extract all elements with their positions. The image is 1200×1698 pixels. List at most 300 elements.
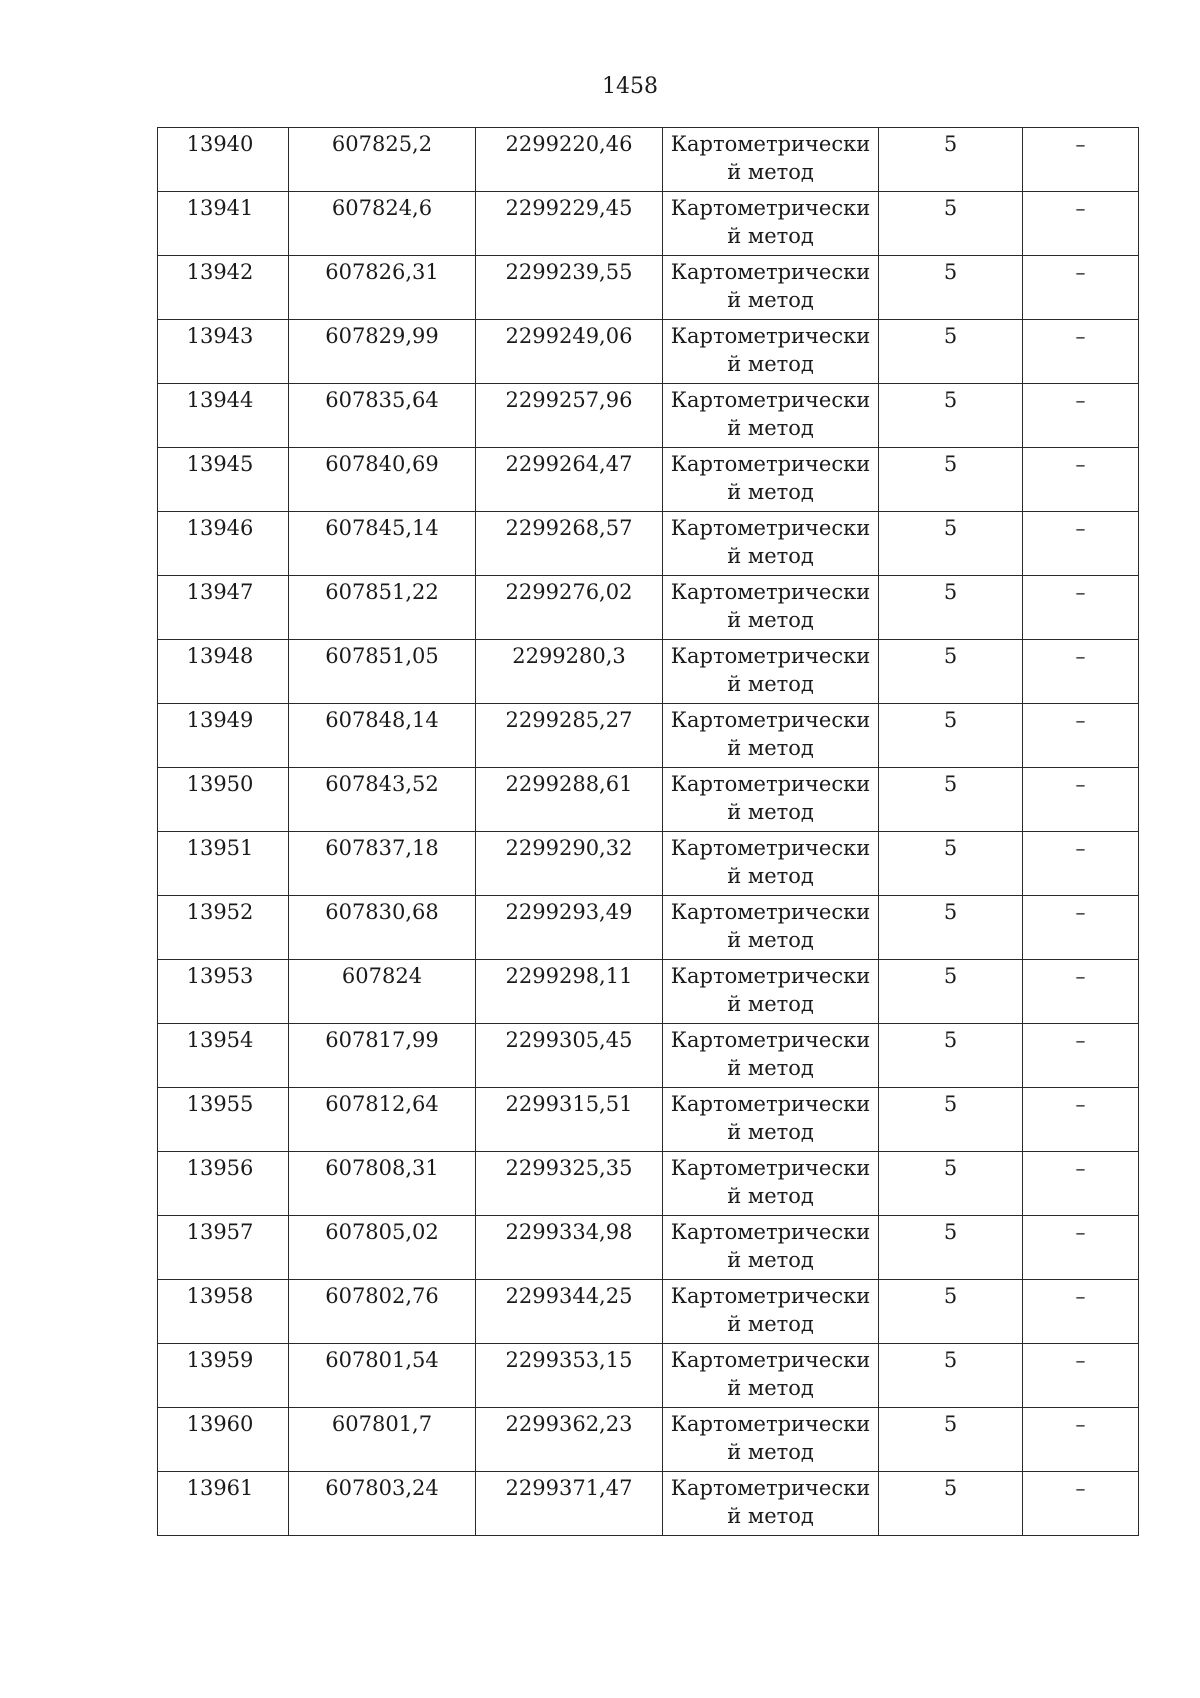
point-number-cell	[158, 1088, 289, 1152]
note-cell-text: –	[1075, 1412, 1086, 1436]
method-line-2: й метод	[727, 1056, 814, 1080]
y-coordinate-cell-text: 2299285,27	[505, 708, 633, 732]
accuracy-cell	[879, 704, 1023, 768]
accuracy-cell-text: 5	[943, 260, 958, 284]
table-row	[158, 576, 1139, 640]
point-number-cell-text: 13946	[186, 516, 254, 540]
note-cell-text: –	[1075, 516, 1086, 540]
method-text	[663, 1472, 878, 1530]
note-cell-text: –	[1075, 452, 1086, 476]
note-cell	[1023, 256, 1139, 320]
x-coordinate-cell-text: 607824,6	[331, 196, 433, 220]
note-cell	[1023, 384, 1139, 448]
note-cell	[1023, 128, 1139, 192]
method-text	[663, 320, 878, 378]
method-text	[663, 640, 878, 698]
method-line-2: й метод	[727, 928, 814, 952]
method-line-1: Картометрически	[670, 388, 871, 412]
method-text	[663, 1152, 878, 1210]
note-cell	[1023, 1344, 1139, 1408]
y-coordinate-cell-text: 2299344,25	[505, 1284, 633, 1308]
method-text	[663, 960, 878, 1018]
y-coordinate-cell-text: 2299264,47	[505, 452, 633, 476]
table-row	[158, 448, 1139, 512]
note-cell	[1023, 512, 1139, 576]
method-text	[663, 512, 878, 570]
table-row	[158, 192, 1139, 256]
point-number-cell	[158, 448, 289, 512]
y-coordinate-cell	[476, 704, 663, 768]
x-coordinate-cell	[289, 1472, 476, 1536]
method-cell	[663, 704, 879, 768]
y-coordinate-cell	[476, 1088, 663, 1152]
method-cell	[663, 768, 879, 832]
method-line-2: й метод	[727, 160, 814, 184]
accuracy-cell-text: 5	[943, 964, 958, 988]
point-number-cell	[158, 1216, 289, 1280]
method-line-2: й метод	[727, 864, 814, 888]
method-text	[663, 256, 878, 314]
y-coordinate-cell-text: 2299239,55	[505, 260, 633, 284]
accuracy-cell	[879, 1408, 1023, 1472]
point-number-cell	[158, 960, 289, 1024]
note-cell-text: –	[1075, 1348, 1086, 1372]
method-line-2: й метод	[727, 352, 814, 376]
x-coordinate-cell-text: 607802,76	[325, 1284, 439, 1308]
method-line-2: й метод	[727, 992, 814, 1016]
table-row	[158, 1344, 1139, 1408]
note-cell-text: –	[1075, 132, 1086, 156]
method-text	[663, 704, 878, 762]
method-line-2: й метод	[727, 1184, 814, 1208]
note-cell	[1023, 192, 1139, 256]
point-number-cell	[158, 576, 289, 640]
point-number-cell-text: 13961	[186, 1476, 254, 1500]
x-coordinate-cell	[289, 320, 476, 384]
method-line-1: Картометрически	[670, 1412, 871, 1436]
accuracy-cell	[879, 256, 1023, 320]
point-number-cell-text: 13959	[186, 1348, 254, 1372]
y-coordinate-cell-text: 2299334,98	[505, 1220, 633, 1244]
y-coordinate-cell	[476, 576, 663, 640]
x-coordinate-cell	[289, 768, 476, 832]
note-cell-text: –	[1075, 388, 1086, 412]
method-line-2: й метод	[727, 1312, 814, 1336]
method-line-2: й метод	[727, 1248, 814, 1272]
y-coordinate-cell-text: 2299325,35	[505, 1156, 633, 1180]
x-coordinate-cell-text: 607843,52	[325, 772, 439, 796]
coordinates-table	[157, 127, 1139, 1536]
x-coordinate-cell-text: 607845,14	[325, 516, 439, 540]
method-line-2: й метод	[727, 544, 814, 568]
accuracy-cell-text: 5	[943, 644, 958, 668]
x-coordinate-cell-text: 607848,14	[325, 708, 439, 732]
method-cell	[663, 576, 879, 640]
method-cell	[663, 1280, 879, 1344]
x-coordinate-cell	[289, 1408, 476, 1472]
method-line-2: й метод	[727, 288, 814, 312]
method-cell	[663, 512, 879, 576]
point-number-cell	[158, 1344, 289, 1408]
method-text	[663, 1280, 878, 1338]
accuracy-cell-text: 5	[943, 388, 958, 412]
accuracy-cell	[879, 1472, 1023, 1536]
x-coordinate-cell	[289, 576, 476, 640]
y-coordinate-cell-text: 2299257,96	[505, 388, 633, 412]
accuracy-cell-text: 5	[943, 1092, 958, 1116]
accuracy-cell	[879, 1216, 1023, 1280]
note-cell	[1023, 1408, 1139, 1472]
table-row	[158, 1088, 1139, 1152]
x-coordinate-cell	[289, 1152, 476, 1216]
x-coordinate-cell-text: 607851,22	[325, 580, 439, 604]
method-line-2: й метод	[727, 416, 814, 440]
method-line-2: й метод	[727, 1120, 814, 1144]
x-coordinate-cell	[289, 128, 476, 192]
method-cell	[663, 320, 879, 384]
x-coordinate-cell-text: 607801,54	[325, 1348, 439, 1372]
x-coordinate-cell-text: 607837,18	[325, 836, 439, 860]
y-coordinate-cell-text: 2299276,02	[505, 580, 633, 604]
note-cell	[1023, 960, 1139, 1024]
note-cell-text: –	[1075, 644, 1086, 668]
method-line-2: й метод	[727, 224, 814, 248]
accuracy-cell-text: 5	[943, 132, 958, 156]
method-cell	[663, 640, 879, 704]
method-line-1: Картометрически	[670, 516, 871, 540]
accuracy-cell	[879, 896, 1023, 960]
x-coordinate-cell-text: 607808,31	[325, 1156, 439, 1180]
accuracy-cell	[879, 640, 1023, 704]
accuracy-cell-text: 5	[943, 900, 958, 924]
accuracy-cell-text: 5	[943, 196, 958, 220]
point-number-cell-text: 13949	[186, 708, 254, 732]
note-cell-text: –	[1075, 1476, 1086, 1500]
point-number-cell-text: 13954	[186, 1028, 254, 1052]
point-number-cell-text: 13941	[186, 196, 254, 220]
note-cell	[1023, 1024, 1139, 1088]
method-cell	[663, 832, 879, 896]
y-coordinate-cell	[476, 1344, 663, 1408]
method-cell	[663, 192, 879, 256]
x-coordinate-cell	[289, 832, 476, 896]
x-coordinate-cell	[289, 448, 476, 512]
note-cell	[1023, 704, 1139, 768]
note-cell-text: –	[1075, 1284, 1086, 1308]
y-coordinate-cell-text: 2299229,45	[505, 196, 633, 220]
accuracy-cell	[879, 448, 1023, 512]
method-line-1: Картометрически	[670, 1156, 871, 1180]
point-number-cell-text: 13944	[186, 388, 254, 412]
method-line-1: Картометрически	[670, 1476, 871, 1500]
method-cell	[663, 1344, 879, 1408]
y-coordinate-cell	[476, 896, 663, 960]
table-row	[158, 1152, 1139, 1216]
table-row	[158, 384, 1139, 448]
point-number-cell-text: 13950	[186, 772, 254, 796]
accuracy-cell	[879, 320, 1023, 384]
method-line-1: Картометрически	[670, 324, 871, 348]
point-number-cell	[158, 896, 289, 960]
accuracy-cell-text: 5	[943, 708, 958, 732]
y-coordinate-cell	[476, 256, 663, 320]
point-number-cell	[158, 832, 289, 896]
note-cell-text: –	[1075, 324, 1086, 348]
note-cell	[1023, 1152, 1139, 1216]
note-cell-text: –	[1075, 708, 1086, 732]
table-row	[158, 1216, 1139, 1280]
method-line-2: й метод	[727, 1376, 814, 1400]
method-line-2: й метод	[727, 1504, 814, 1528]
method-text	[663, 128, 878, 186]
y-coordinate-cell-text: 2299293,49	[505, 900, 633, 924]
note-cell-text: –	[1075, 964, 1086, 988]
y-coordinate-cell-text: 2299280,3	[512, 644, 626, 668]
note-cell-text: –	[1075, 1092, 1086, 1116]
x-coordinate-cell-text: 607851,05	[325, 644, 439, 668]
note-cell	[1023, 640, 1139, 704]
accuracy-cell	[879, 512, 1023, 576]
x-coordinate-cell-text: 607830,68	[325, 900, 439, 924]
point-number-cell-text: 13958	[186, 1284, 254, 1308]
y-coordinate-cell	[476, 1216, 663, 1280]
point-number-cell	[158, 384, 289, 448]
method-text	[663, 384, 878, 442]
y-coordinate-cell	[476, 1152, 663, 1216]
accuracy-cell	[879, 192, 1023, 256]
method-text	[663, 1024, 878, 1082]
y-coordinate-cell	[476, 1280, 663, 1344]
table-row	[158, 1280, 1139, 1344]
method-cell	[663, 1216, 879, 1280]
method-line-1: Картометрически	[670, 1220, 871, 1244]
x-coordinate-cell-text: 607840,69	[325, 452, 439, 476]
y-coordinate-cell	[476, 960, 663, 1024]
table-row	[158, 256, 1139, 320]
y-coordinate-cell-text: 2299305,45	[505, 1028, 633, 1052]
method-line-1: Картометрически	[670, 132, 871, 156]
x-coordinate-cell-text: 607835,64	[325, 388, 439, 412]
table-row	[158, 640, 1139, 704]
method-line-1: Картометрически	[670, 772, 871, 796]
note-cell-text: –	[1075, 196, 1086, 220]
method-text	[663, 1216, 878, 1274]
y-coordinate-cell	[476, 1408, 663, 1472]
method-line-2: й метод	[727, 736, 814, 760]
y-coordinate-cell	[476, 1024, 663, 1088]
y-coordinate-cell	[476, 128, 663, 192]
method-line-1: Картометрически	[670, 836, 871, 860]
method-cell	[663, 960, 879, 1024]
x-coordinate-cell	[289, 384, 476, 448]
method-line-1: Картометрически	[670, 1348, 871, 1372]
y-coordinate-cell-text: 2299353,15	[505, 1348, 633, 1372]
method-line-1: Картометрически	[670, 260, 871, 284]
x-coordinate-cell	[289, 704, 476, 768]
note-cell-text: –	[1075, 900, 1086, 924]
table-row	[158, 1408, 1139, 1472]
note-cell-text: –	[1075, 1156, 1086, 1180]
method-text	[663, 1088, 878, 1146]
table-row	[158, 768, 1139, 832]
point-number-cell-text: 13952	[186, 900, 254, 924]
y-coordinate-cell	[476, 192, 663, 256]
y-coordinate-cell-text: 2299290,32	[505, 836, 633, 860]
page-number: 1458	[602, 74, 658, 99]
method-text	[663, 768, 878, 826]
y-coordinate-cell	[476, 448, 663, 512]
point-number-cell	[158, 768, 289, 832]
y-coordinate-cell	[476, 640, 663, 704]
x-coordinate-cell	[289, 1280, 476, 1344]
table-body	[158, 128, 1139, 1536]
note-cell-text: –	[1075, 1028, 1086, 1052]
note-cell	[1023, 576, 1139, 640]
accuracy-cell	[879, 960, 1023, 1024]
point-number-cell	[158, 192, 289, 256]
accuracy-cell	[879, 576, 1023, 640]
point-number-cell-text: 13942	[186, 260, 254, 284]
method-text	[663, 832, 878, 890]
method-line-1: Картометрически	[670, 644, 871, 668]
table-row	[158, 512, 1139, 576]
y-coordinate-cell	[476, 1472, 663, 1536]
point-number-cell	[158, 1152, 289, 1216]
x-coordinate-cell	[289, 256, 476, 320]
method-cell	[663, 1024, 879, 1088]
accuracy-cell	[879, 1344, 1023, 1408]
table-row	[158, 960, 1139, 1024]
x-coordinate-cell	[289, 1344, 476, 1408]
accuracy-cell	[879, 1088, 1023, 1152]
y-coordinate-cell-text: 2299298,11	[505, 964, 633, 988]
point-number-cell	[158, 128, 289, 192]
y-coordinate-cell	[476, 384, 663, 448]
accuracy-cell-text: 5	[943, 1348, 958, 1372]
point-number-cell-text: 13947	[186, 580, 254, 604]
x-coordinate-cell	[289, 640, 476, 704]
table-row	[158, 1472, 1139, 1536]
accuracy-cell-text: 5	[943, 516, 958, 540]
x-coordinate-cell-text: 607825,2	[331, 132, 433, 156]
accuracy-cell	[879, 384, 1023, 448]
y-coordinate-cell	[476, 768, 663, 832]
method-line-1: Картометрически	[670, 900, 871, 924]
method-cell	[663, 1408, 879, 1472]
note-cell-text: –	[1075, 836, 1086, 860]
x-coordinate-cell	[289, 1088, 476, 1152]
point-number-cell-text: 13953	[186, 964, 254, 988]
x-coordinate-cell-text: 607824	[341, 964, 423, 988]
accuracy-cell-text: 5	[943, 1284, 958, 1308]
y-coordinate-cell-text: 2299362,23	[505, 1412, 633, 1436]
accuracy-cell	[879, 1152, 1023, 1216]
x-coordinate-cell	[289, 192, 476, 256]
table-row	[158, 128, 1139, 192]
accuracy-cell-text: 5	[943, 1156, 958, 1180]
method-text	[663, 1408, 878, 1466]
point-number-cell-text: 13940	[186, 132, 254, 156]
point-number-cell	[158, 1472, 289, 1536]
method-line-1: Картометрически	[670, 1028, 871, 1052]
accuracy-cell	[879, 832, 1023, 896]
point-number-cell	[158, 512, 289, 576]
accuracy-cell-text: 5	[943, 580, 958, 604]
x-coordinate-cell-text: 607812,64	[325, 1092, 439, 1116]
method-cell	[663, 256, 879, 320]
accuracy-cell-text: 5	[943, 1412, 958, 1436]
note-cell-text: –	[1075, 1220, 1086, 1244]
point-number-cell	[158, 1024, 289, 1088]
note-cell	[1023, 1088, 1139, 1152]
point-number-cell-text: 13943	[186, 324, 254, 348]
x-coordinate-cell	[289, 1216, 476, 1280]
note-cell	[1023, 1216, 1139, 1280]
note-cell	[1023, 1280, 1139, 1344]
accuracy-cell-text: 5	[943, 1476, 958, 1500]
method-text	[663, 192, 878, 250]
y-coordinate-cell	[476, 512, 663, 576]
x-coordinate-cell-text: 607817,99	[325, 1028, 439, 1052]
point-number-cell	[158, 320, 289, 384]
accuracy-cell-text: 5	[943, 1220, 958, 1244]
note-cell	[1023, 768, 1139, 832]
method-line-1: Картометрически	[670, 196, 871, 220]
x-coordinate-cell-text: 607805,02	[325, 1220, 439, 1244]
table-row	[158, 320, 1139, 384]
note-cell-text: –	[1075, 772, 1086, 796]
method-text	[663, 1344, 878, 1402]
method-line-1: Картометрически	[670, 452, 871, 476]
accuracy-cell-text: 5	[943, 452, 958, 476]
table-row	[158, 704, 1139, 768]
accuracy-cell-text: 5	[943, 324, 958, 348]
method-line-1: Картометрически	[670, 1284, 871, 1308]
y-coordinate-cell-text: 2299249,06	[505, 324, 633, 348]
point-number-cell	[158, 1408, 289, 1472]
x-coordinate-cell-text: 607829,99	[325, 324, 439, 348]
point-number-cell	[158, 640, 289, 704]
method-text	[663, 896, 878, 954]
note-cell	[1023, 448, 1139, 512]
point-number-cell	[158, 1280, 289, 1344]
x-coordinate-cell-text: 607826,31	[325, 260, 439, 284]
x-coordinate-cell	[289, 896, 476, 960]
note-cell-text: –	[1075, 580, 1086, 604]
point-number-cell-text: 13955	[186, 1092, 254, 1116]
x-coordinate-cell-text: 607801,7	[331, 1412, 433, 1436]
accuracy-cell-text: 5	[943, 772, 958, 796]
note-cell	[1023, 1472, 1139, 1536]
method-cell	[663, 896, 879, 960]
point-number-cell	[158, 704, 289, 768]
accuracy-cell	[879, 128, 1023, 192]
method-cell	[663, 1152, 879, 1216]
method-line-1: Картометрически	[670, 708, 871, 732]
table-row	[158, 896, 1139, 960]
accuracy-cell-text: 5	[943, 1028, 958, 1052]
accuracy-cell-text: 5	[943, 836, 958, 860]
method-line-2: й метод	[727, 672, 814, 696]
point-number-cell	[158, 256, 289, 320]
y-coordinate-cell	[476, 832, 663, 896]
point-number-cell-text: 13956	[186, 1156, 254, 1180]
table-row	[158, 832, 1139, 896]
note-cell-text: –	[1075, 260, 1086, 284]
x-coordinate-cell-text: 607803,24	[325, 1476, 439, 1500]
method-line-1: Картометрически	[670, 964, 871, 988]
y-coordinate-cell-text: 2299315,51	[505, 1092, 633, 1116]
